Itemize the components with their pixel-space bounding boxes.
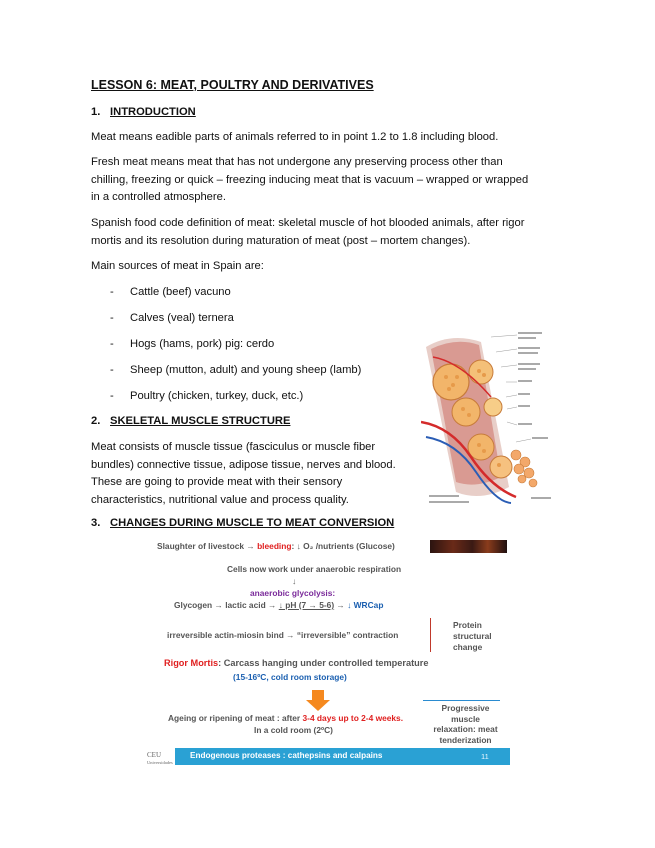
skeletal-muscle-illustration: [421, 327, 564, 505]
side-note-line: Progressive: [441, 703, 490, 713]
slide-footer-text: Endogenous proteases : cathepsins and calpains: [190, 751, 383, 760]
list-item: [110, 284, 231, 301]
bullet-dash: -: [110, 364, 114, 376]
lesson-title: LESSON 6: MEAT, POULTRY AND DERIVATIVES: [91, 78, 374, 92]
section-heading-skeletal-muscle: [91, 413, 290, 431]
side-note-relaxation: [428, 703, 503, 745]
side-note-protein: [453, 620, 492, 653]
section-heading-changes: [91, 515, 394, 533]
actin-miosin-text: irreversible actin-miosin bind → “irreversible” contraction: [167, 630, 399, 640]
side-note-line: Protein: [453, 620, 482, 630]
rigor-mortis-text: Rigor Mortis: [164, 658, 219, 668]
side-note-line: change: [453, 642, 483, 652]
list-item: [110, 310, 234, 327]
paragraph-meat-definition: Meat means eadible parts of animals referred to in point 1.2 to 1.8 including blood.: [91, 131, 499, 143]
muscle-to-meat-slide: [147, 533, 510, 767]
bullet-text: Cattle (beef) vacuno: [130, 286, 231, 298]
slide-page-number: 11: [481, 752, 489, 761]
bullet-dash: -: [110, 312, 114, 324]
divider-line: [430, 618, 431, 652]
glycogen-text: Glycogen → lactic acid →: [174, 600, 279, 610]
section-number: 1.: [91, 106, 101, 118]
side-note-line: relaxation: meat: [433, 724, 498, 734]
side-note-line: structural: [453, 631, 492, 641]
respiration-text: Cells now work under anaerobic respiration: [227, 564, 402, 574]
list-item: [110, 336, 274, 353]
section-label: SKELETAL MUSCLE STRUCTURE: [110, 415, 291, 427]
ph-text: ↓ pH (7 → 5-6): [278, 600, 335, 610]
paragraph-fresh-meat-line1: Fresh meat means meat that has not undergone any preserving process other than: [91, 156, 503, 168]
wrcap-text: ↓ WRCap: [347, 600, 384, 610]
paragraph-muscle-line2: bundles) connective tissue, adipose tissue, nerves and blood.: [91, 458, 396, 471]
slide-line-cold-room: [254, 725, 333, 736]
duration-text: 3-4 days up to 2-4 weeks.: [302, 713, 404, 723]
list-item: [110, 362, 361, 379]
side-note-line: muscle: [451, 713, 480, 724]
cold-room-text: In a cold room (2ºC): [254, 725, 333, 735]
down-arrow-icon: ↓: [292, 576, 297, 586]
paragraph-fresh-meat-line3: in a controlled atmosphere.: [91, 191, 226, 203]
slide-line-ageing: [168, 713, 403, 724]
orange-arrow-icon: [305, 690, 331, 712]
slide-line-anaerobic-respiration: [227, 564, 401, 575]
divider-line-blue: [423, 700, 500, 701]
nutrients-text: : ↓ O₂ /nutrients (Glucose): [291, 541, 395, 551]
ceu-logo: [147, 752, 173, 766]
carcass-photo: [430, 540, 507, 553]
bullet-dash: -: [110, 286, 114, 298]
paragraph-fresh-meat-line2: chilling, freezing or quick – freezing inducing meat that is vacuum – wrapped or wrapped: [91, 173, 529, 186]
paragraph-muscle-line1: Meat consists of muscle tissue (fasciculus or muscle fiber: [91, 441, 376, 453]
side-note-line: tenderization: [439, 734, 492, 745]
carcass-hanging-text: : Carcass hanging under controlled temperature: [218, 658, 429, 668]
section-number: 2.: [91, 415, 101, 427]
section-label: CHANGES DURING MUSCLE TO MEAT CONVERSION: [110, 517, 395, 529]
arrow-text: →: [334, 600, 348, 610]
ageing-text: Ageing or ripening of meat: [168, 713, 275, 723]
slide-line-rigor-mortis: [164, 658, 428, 669]
slaughter-text: Slaughter of livestock →: [157, 541, 258, 551]
slide-line-glycogen: [174, 600, 383, 611]
bullet-text: Sheep (mutton, adult) and young sheep (lamb): [130, 364, 362, 376]
bullet-dash: -: [110, 390, 114, 402]
bleeding-text: bleeding: [257, 541, 292, 551]
paragraph-muscle-line3: These are going to provide meat with their sensory: [91, 476, 343, 488]
logo-line: Universidades: [147, 760, 173, 765]
paragraph-muscle-line4: characteristics, nutritional value and process quality.: [91, 493, 349, 506]
bullet-text: Poultry (chicken, turkey, duck, etc.): [130, 390, 304, 402]
bullet-text: Calves (veal) ternera: [130, 312, 234, 324]
section-label: INTRODUCTION: [110, 106, 196, 118]
paragraph-main-sources: Main sources of meat in Spain are:: [91, 260, 264, 272]
slide-line-glycolysis: anaerobic glycolysis:: [250, 588, 336, 598]
bullet-dash: -: [110, 338, 114, 350]
section-number: 3.: [91, 517, 101, 529]
slide-line-actin-miosin: [167, 630, 398, 641]
list-item: [110, 388, 303, 405]
bullet-text: Hogs (hams, pork) pig: cerdo: [130, 338, 275, 350]
paragraph-spanish-code-line2: mortis and its resolution during maturation of meat (post – mortem changes).: [91, 234, 471, 247]
after-text: : after: [274, 713, 303, 723]
paragraph-spanish-code-line1: Spanish food code definition of meat: skeletal muscle of hot blooded animals, after rigor: [91, 217, 525, 229]
slide-line-slaughter: [157, 541, 395, 552]
logo-line: CEU: [147, 751, 161, 759]
section-heading-introduction: [91, 104, 196, 122]
slide-line-temperature: (15-16ºC, cold room storage): [233, 672, 347, 682]
